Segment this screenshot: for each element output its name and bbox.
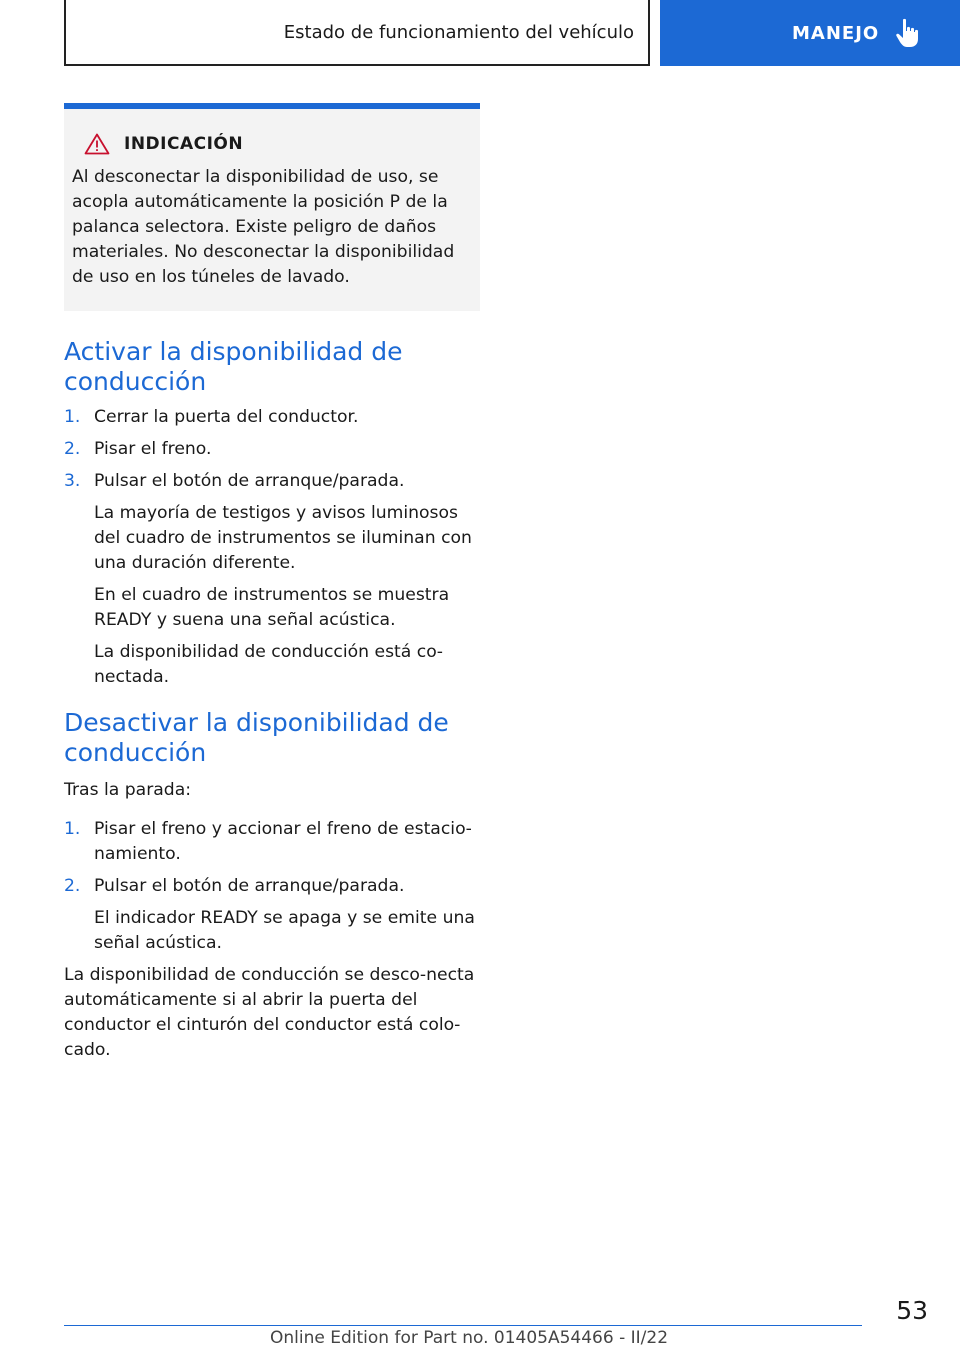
heading-activate: Activar la disponibilidad de conducción: [64, 337, 403, 396]
step-number: 2.: [64, 876, 81, 896]
step-note: En el cuadro de instrumentos se muestra READY y suena una señal acústica.: [94, 585, 450, 630]
main-content: [64, 103, 480, 1063]
notice-title: INDICACIÓN: [124, 134, 244, 154]
activate-steps: [64, 405, 480, 494]
step-text: Pisar el freno.: [94, 439, 212, 459]
closing-paragraph: La disponibilidad de conducción se desco‐necta automáticamente si al abrir la puerta del conductor el cinturón del conductor está colo‐cado.: [64, 965, 475, 1060]
step-note: La disponibilidad de conducción está co‐nectada.: [94, 642, 443, 687]
notice-body: Al desconectar la disponibilidad de uso, se acopla automáticamente la posición P de la palanca selectora. Existe peligro de daños materiales. No desconectar la disponibilidad de uso en los túneles de lavado.: [72, 167, 455, 287]
header-section-title: Estado de funcionamiento del vehículo: [283, 21, 634, 43]
deactivate-steps: [64, 817, 480, 899]
header-section-bar: [64, 0, 650, 66]
list-item: [64, 469, 480, 494]
step-number: 2.: [64, 439, 81, 459]
chapter-tab[interactable]: [660, 0, 960, 66]
step-number: 1.: [64, 407, 81, 427]
hand-pointer-icon: [895, 18, 921, 48]
step-number: 1.: [64, 819, 81, 839]
list-item: [64, 817, 480, 867]
page-number: 53: [896, 1296, 928, 1325]
step-note: El indicador READY se apaga y se emite una señal acústica.: [94, 908, 475, 953]
warning-triangle-icon: [84, 133, 110, 155]
step-text: Pisar el freno y accionar el freno de estacio‐namiento.: [94, 819, 472, 864]
step-number: 3.: [64, 471, 81, 491]
footer-edition: Online Edition for Part no. 01405A54466 - II/22: [270, 1328, 669, 1348]
deactivate-intro: Tras la parada:: [64, 780, 192, 800]
notice-box: [64, 103, 480, 311]
footer-divider: [64, 1325, 862, 1326]
heading-deactivate: Desactivar la disponibilidad de conducción: [64, 708, 449, 767]
chapter-tab-label: MANEJO: [792, 22, 880, 44]
notice-header: [72, 133, 472, 155]
list-item: [64, 405, 480, 430]
step-text: Pulsar el botón de arranque/parada.: [94, 471, 405, 491]
step-text: Cerrar la puerta del conductor.: [94, 407, 359, 427]
list-item: [64, 437, 480, 462]
list-item: [64, 874, 480, 899]
step-note: La mayoría de testigos y avisos luminosos del cuadro de instrumentos se iluminan con una duración diferente.: [94, 503, 472, 573]
step-text: Pulsar el botón de arranque/parada.: [94, 876, 405, 896]
